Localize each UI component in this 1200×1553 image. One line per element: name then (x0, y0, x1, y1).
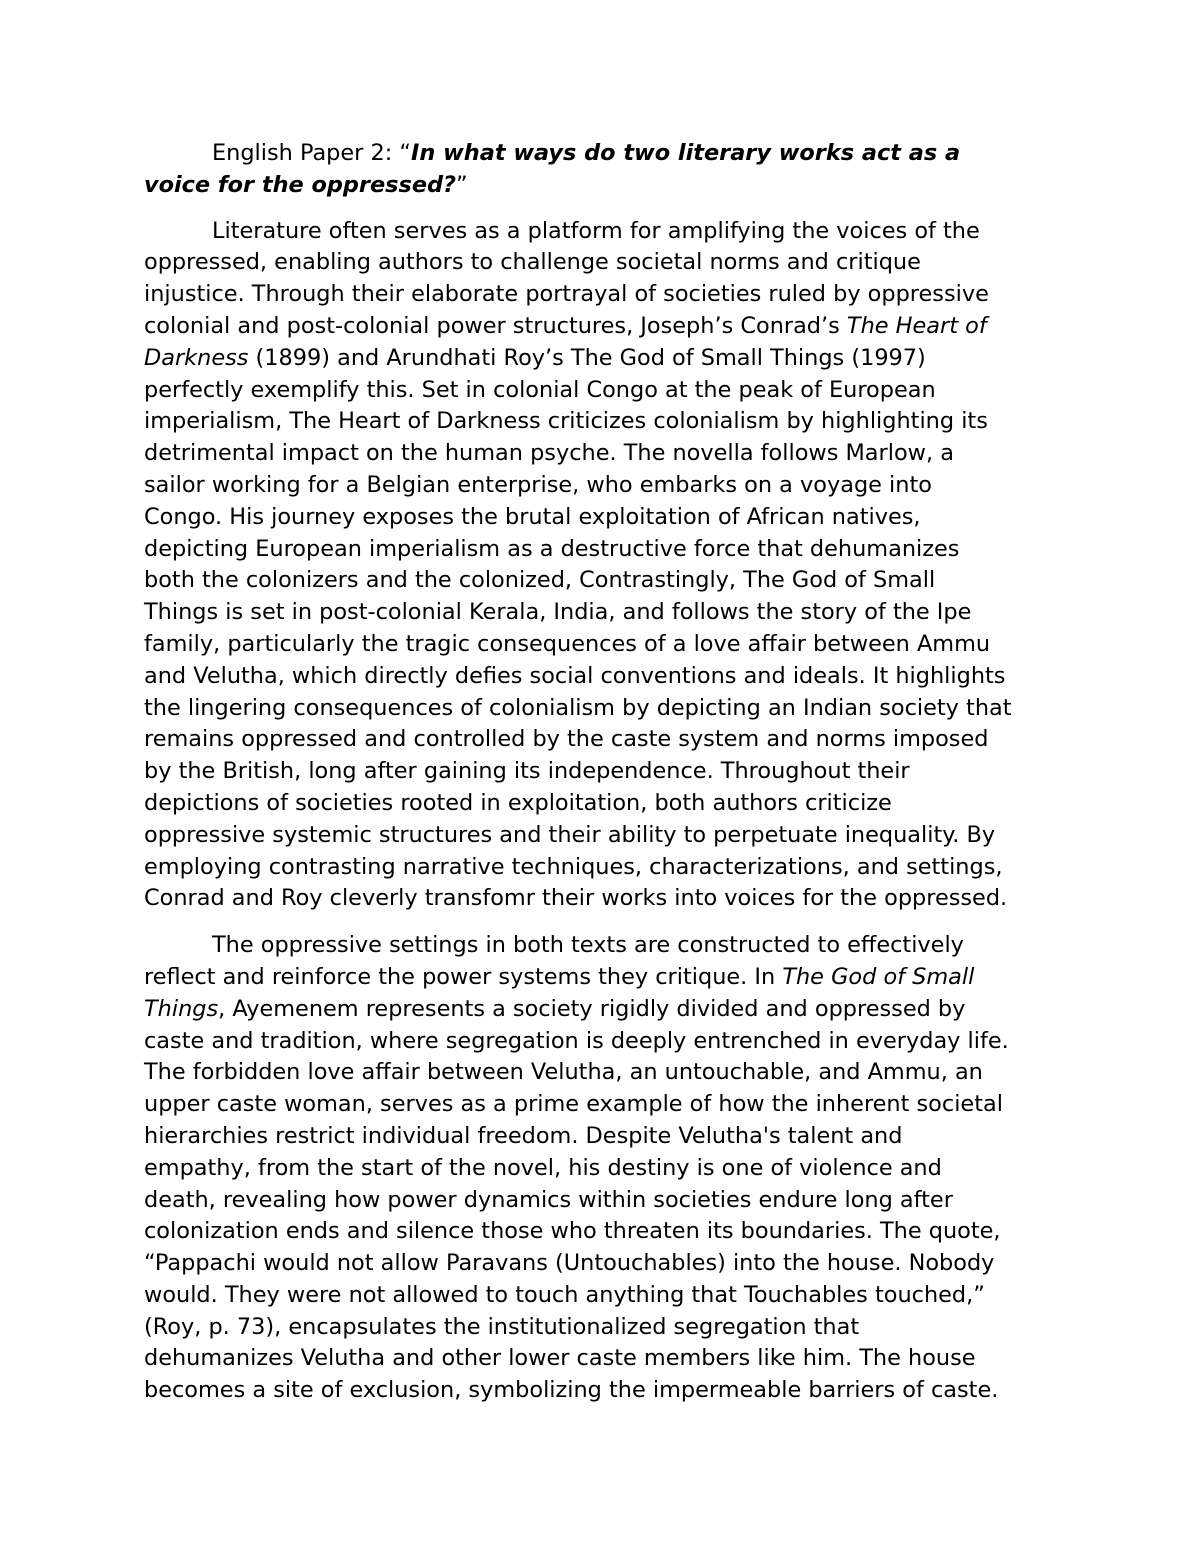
title-line-1 (144, 138, 1064, 170)
text-line (144, 994, 1064, 1026)
text-line: becomes a site of exclusion, symbolizing the impermeable barriers of caste. (144, 1377, 999, 1404)
text-segment: reflect and reinforce the power systems they critique. In (144, 963, 783, 990)
text-line: upper caste woman, serves as a prime example of how the inherent societal (144, 1091, 1003, 1118)
text-line: death, revealing how power dynamics within societies endure long after (144, 1186, 953, 1213)
title-line-2 (144, 170, 1064, 202)
text-line: Things is set in post-colonial Kerala, India, and follows the story of the Ipe (144, 599, 972, 626)
title-question-part-1: In what ways do two literary works act as a (411, 140, 961, 166)
text-line: “Pappachi would not allow Paravans (Untouchables) into the house. Nobody (144, 1250, 995, 1277)
text-line: remains oppressed and controlled by the caste system and norms imposed (144, 726, 989, 753)
text-line (144, 311, 1064, 343)
book-title-god-of-small-things-part-2: Things (144, 995, 219, 1022)
text-line: depictions of societies rooted in exploitation, both authors criticize (144, 789, 892, 816)
text-line: sailor working for a Belgian enterprise, who embarks on a voyage into (144, 471, 932, 498)
text-line: injustice. Through their elaborate portrayal of societies ruled by oppressive (144, 281, 989, 308)
paragraph-introduction (144, 216, 1064, 916)
text-line: Conrad and Roy cleverly transfomr their works into voices for the oppressed. (144, 885, 1008, 912)
text-line: depicting European imperialism as a destructive force that dehumanizes (144, 535, 960, 562)
document-body (144, 138, 1064, 1422)
book-title-god-of-small-things-part-1: The God of Small (782, 963, 975, 990)
essay-title (144, 138, 1064, 202)
text-line: employing contrasting narrative techniques, characterizations, and settings, (144, 853, 1003, 880)
text-line: both the colonizers and the colonized, Contrastingly, The God of Small (144, 567, 936, 594)
text-line: perfectly exemplify this. Set in colonial Congo at the peak of European (144, 376, 936, 403)
paragraph-settings (144, 930, 1064, 1407)
text-line: oppressive systemic structures and their ability to perpetuate inequality. By (144, 821, 996, 848)
text-line: The oppressive settings in both texts are constructed to effectively (212, 932, 964, 959)
title-prefix: English Paper 2: “ (212, 140, 412, 166)
text-line: imperialism, The Heart of Darkness criticizes colonialism by highlighting its (144, 408, 988, 435)
book-title-heart-of-darkness-part-1: The Heart of (846, 312, 987, 339)
title-suffix: ” (456, 171, 468, 198)
text-line: and Velutha, which directly defies social conventions and ideals. It highlights (144, 662, 1006, 689)
text-line: colonization ends and silence those who threaten its boundaries. The quote, (144, 1218, 1001, 1245)
text-line: Congo. His journey exposes the brutal exploitation of African natives, (144, 503, 921, 530)
text-line: caste and tradition, where segregation is deeply entrenched in everyday life. (144, 1027, 1009, 1054)
text-line: the lingering consequences of colonialism by depicting an Indian society that (144, 694, 1012, 721)
text-line: family, particularly the tragic consequences of a love affair between Ammu (144, 630, 991, 657)
text-line: by the British, long after gaining its independence. Throughout their (144, 758, 910, 785)
text-line: would. They were not allowed to touch anything that Touchables touched,” (144, 1281, 985, 1308)
text-segment: , Ayemenem represents a society rigidly divided and oppressed by (218, 995, 966, 1022)
text-line: (Roy, p. 73), encapsulates the institutionalized segregation that (144, 1313, 860, 1340)
text-segment: colonial and post-colonial power structures, Joseph’s Conrad’s (144, 312, 847, 339)
text-line (144, 343, 1064, 375)
text-line: empathy, from the start of the novel, his destiny is one of violence and (144, 1154, 942, 1181)
text-line: hierarchies restrict individual freedom. Despite Velutha's talent and (144, 1122, 903, 1149)
text-line: detrimental impact on the human psyche. The novella follows Marlow, a (144, 440, 954, 467)
title-question-part-2: voice for the oppressed? (144, 171, 457, 198)
text-line: Literature often serves as a platform for amplifying the voices of the (212, 217, 980, 244)
text-segment: (1899) and Arundhati Roy’s The God of Small Things (1997) (248, 344, 926, 371)
text-line (144, 962, 1064, 994)
text-line: The forbidden love affair between Velutha, an untouchable, and Ammu, an (144, 1059, 983, 1086)
text-line: oppressed, enabling authors to challenge societal norms and critique (144, 249, 921, 276)
book-title-heart-of-darkness-part-2: Darkness (144, 344, 249, 371)
text-line: dehumanizes Velutha and other lower caste members like him. The house (144, 1345, 976, 1372)
